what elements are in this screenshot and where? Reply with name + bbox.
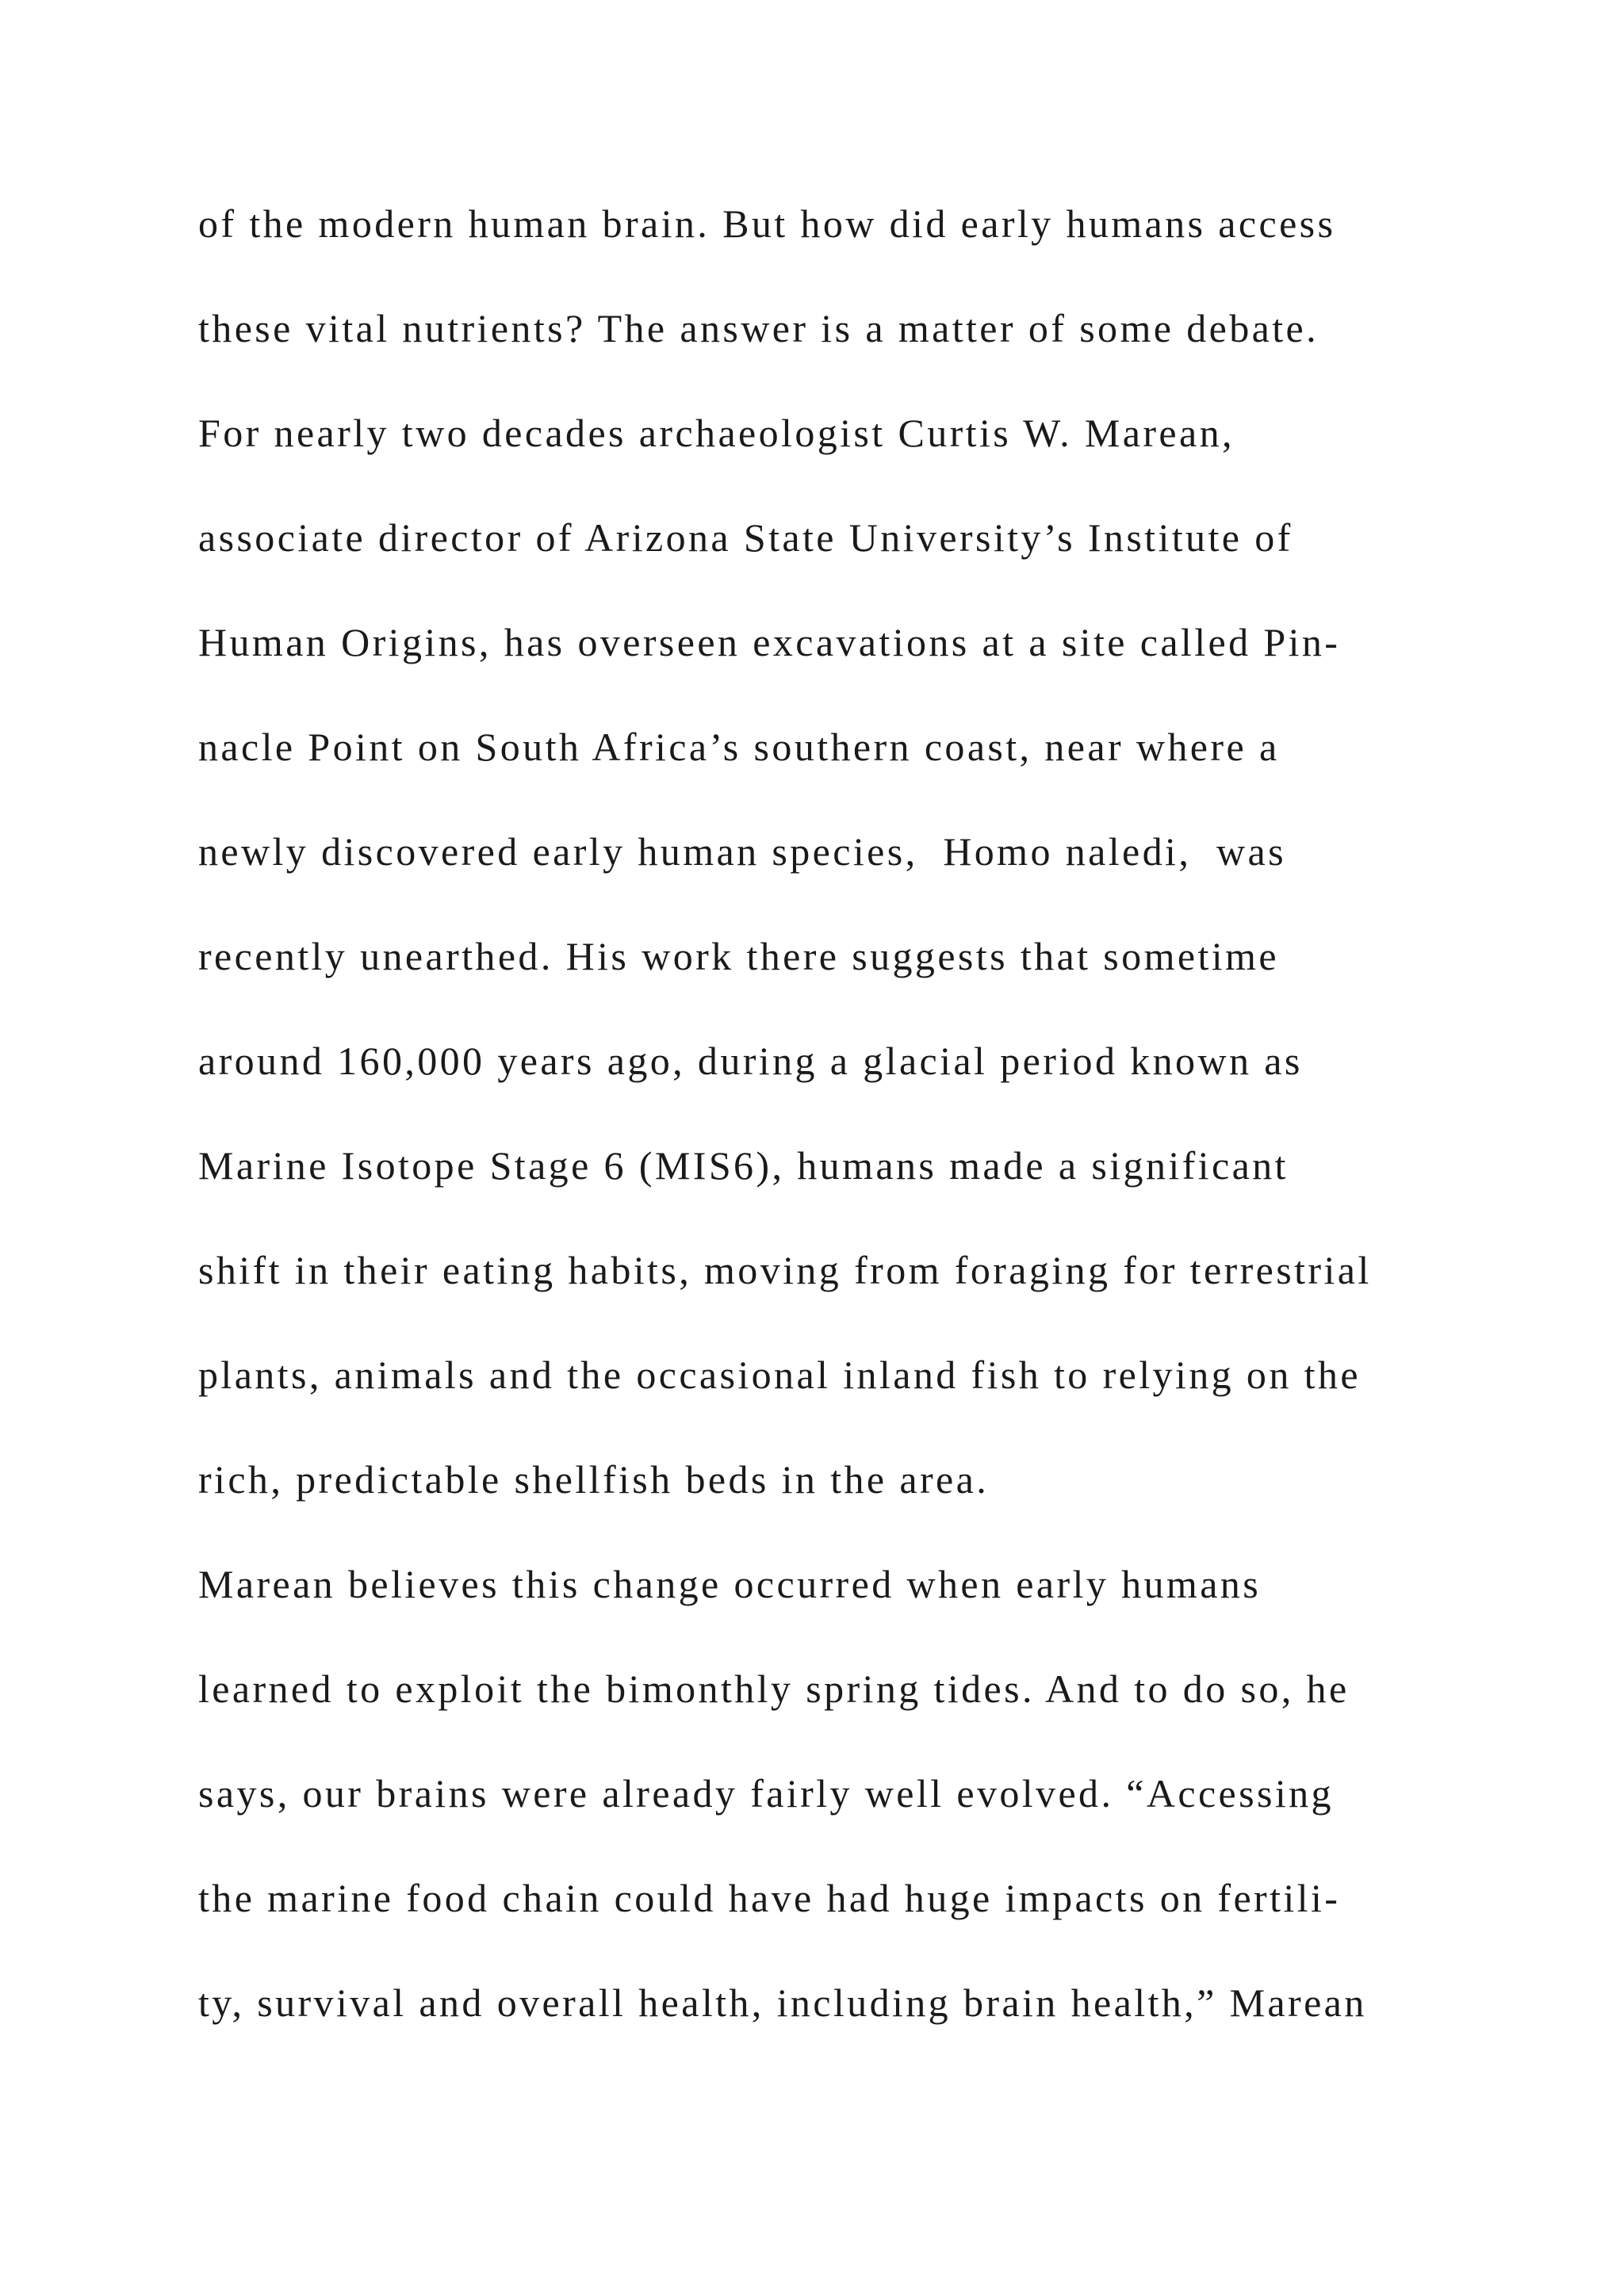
- text-line: For nearly two decades archaeologist Curtis W. Marean,: [198, 411, 1235, 455]
- text-line: shift in their eating habits, moving from foraging for terrestrial: [198, 1248, 1372, 1292]
- text-line: Marine Isotope Stage 6 (MIS6), humans made a significant: [198, 1143, 1289, 1188]
- text-line: learned to exploit the bimonthly spring tides. And to do so, he: [198, 1667, 1350, 1711]
- text-line: rich, predictable shellfish beds in the area.: [198, 1457, 990, 1502]
- text-line: around 160,000 years ago, during a glacial period known as: [198, 1039, 1303, 1083]
- text-line: these vital nutrients? The answer is a matter of some debate.: [198, 306, 1320, 350]
- text-line: Marean believes this change occurred when early humans: [198, 1562, 1262, 1606]
- text-line: recently unearthed. His work there suggests that sometime: [198, 934, 1279, 978]
- text-line: says, our brains were already fairly well evolved. “Accessing: [198, 1771, 1334, 1816]
- text-line: ty, survival and overall health, including brain health,” Marean: [198, 1980, 1367, 2025]
- text-line: Human Origins, has overseen excavations at a site called Pin-: [198, 620, 1341, 664]
- text-line: the marine food chain could have had huge impacts on fertili-: [198, 1876, 1341, 1920]
- text-line: associate director of Arizona State University’s Institute of: [198, 515, 1293, 560]
- text-line: newly discovered early human species, Homo naledi, was: [198, 829, 1286, 874]
- text-line: nacle Point on South Africa’s southern coast, near where a: [198, 725, 1280, 769]
- text-line: plants, animals and the occasional inland fish to relying on the: [198, 1353, 1361, 1397]
- text-line: of the modern human brain. But how did early humans access: [198, 201, 1336, 246]
